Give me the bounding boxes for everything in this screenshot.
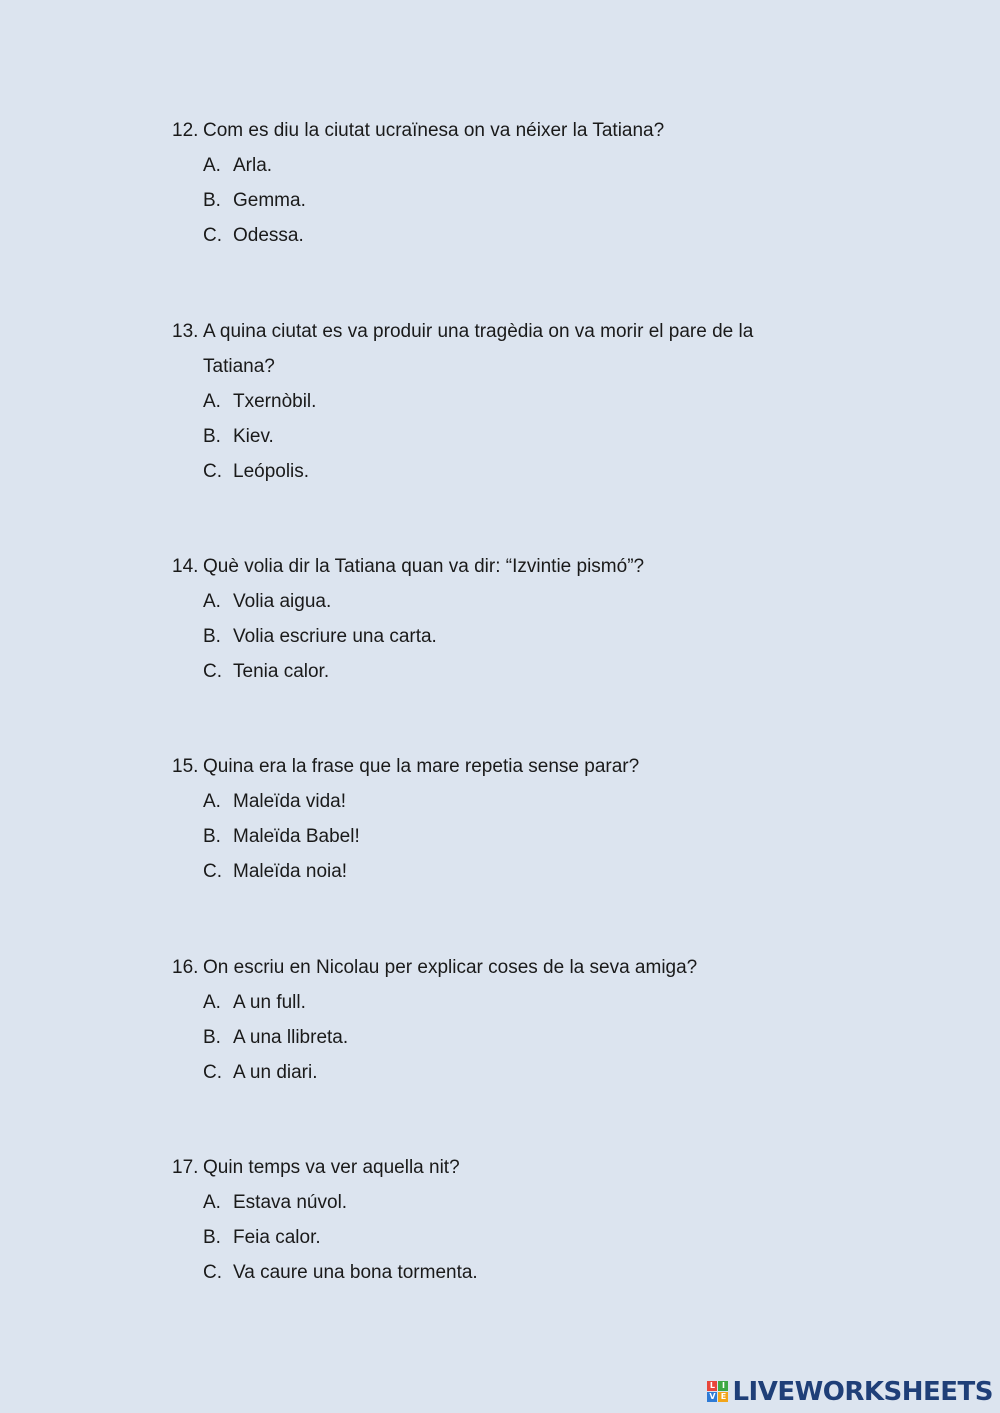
option-c[interactable] [203,454,812,489]
option-letter: A. [203,1192,221,1213]
option-text: Feia calor. [233,1227,321,1248]
question-12 [172,113,812,253]
liveworksheets-logo [707,1377,993,1407]
question-17 [172,1150,812,1290]
logo-badge-letter: V [709,1392,716,1401]
option-text: Va caure una bona tormenta. [233,1262,478,1283]
question-line [172,950,812,985]
option-text: A un full. [233,992,306,1013]
option-c[interactable] [203,654,812,689]
option-text: Kiev. [233,426,274,447]
option-c[interactable] [203,1055,812,1090]
question-text: A quina ciutat es va produir una tragèdia on va morir el pare de la Tatiana? [203,321,754,377]
option-text: Maleïda vida! [233,791,347,812]
question-number: 14. [172,556,199,577]
option-letter: C. [203,225,222,246]
option-letter: A. [203,155,221,176]
option-letter: A. [203,992,221,1013]
option-c[interactable] [203,218,812,253]
option-text: Estava núvol. [233,1192,348,1213]
question-line [172,1150,812,1185]
question-number: 15. [172,756,199,777]
option-b[interactable] [203,619,812,654]
option-letter: B. [203,426,221,447]
option-a[interactable] [203,784,812,819]
question-number: 16. [172,957,199,978]
option-b[interactable] [203,419,812,454]
logo-badge-letter: L [707,1381,717,1391]
option-a[interactable] [203,1185,812,1220]
option-letter: C. [203,461,222,482]
question-number: 13. [172,321,199,342]
option-b[interactable] [203,819,812,854]
option-letter: C. [203,1062,222,1083]
question-line [172,749,812,784]
question-number: 17. [172,1157,199,1178]
option-letter: B. [203,1027,221,1048]
question-line [172,549,812,584]
option-text: Volia aigua. [233,591,332,612]
option-text: Txernòbil. [233,391,317,412]
option-a[interactable] [203,985,812,1020]
option-text: Maleïda noia! [233,861,348,882]
option-text: Volia escriure una carta. [233,626,437,647]
option-letter: C. [203,661,222,682]
option-b[interactable] [203,183,812,218]
question-text: On escriu en Nicolau per explicar coses de la seva amiga? [203,957,698,978]
option-c[interactable] [203,854,812,889]
option-text: Maleïda Babel! [233,826,360,847]
question-15 [172,749,812,889]
question-text: Quina era la frase que la mare repetia sense parar? [203,756,640,777]
logo-badge-letter: I [718,1381,728,1391]
option-letter: C. [203,861,222,882]
question-line [172,113,812,148]
option-letter: B. [203,1227,221,1248]
option-text: Odessa. [233,225,304,246]
question-number: 12. [172,120,199,141]
option-b[interactable] [203,1220,812,1255]
question-text: Què volia dir la Tatiana quan va dir: “Izvintie pismó”? [203,556,645,577]
option-letter: B. [203,190,221,211]
option-text: A un diari. [233,1062,318,1083]
question-13 [172,314,812,489]
logo-badge-icon [707,1381,729,1403]
option-letter: A. [203,591,221,612]
option-letter: A. [203,391,221,412]
option-text: Tenia calor. [233,661,330,682]
option-text: Gemma. [233,190,306,211]
option-c[interactable] [203,1255,812,1290]
logo-text: LIVEWORKSHEETS [732,1377,993,1407]
question-text: Quin temps va ver aquella nit? [203,1157,460,1178]
option-text: Leópolis. [233,461,310,482]
logo-badge-letter: E [718,1392,728,1402]
option-b[interactable] [203,1020,812,1055]
option-letter: B. [203,626,221,647]
question-16 [172,950,812,1090]
option-a[interactable] [203,384,812,419]
option-text: A una llibreta. [233,1027,349,1048]
question-line [172,314,812,384]
question-14 [172,549,812,689]
question-text: Com es diu la ciutat ucraïnesa on va néixer la Tatiana? [203,120,665,141]
option-letter: A. [203,791,221,812]
option-text: Arla. [233,155,273,176]
option-a[interactable] [203,148,812,183]
option-letter: B. [203,826,221,847]
option-a[interactable] [203,584,812,619]
option-letter: C. [203,1262,222,1283]
